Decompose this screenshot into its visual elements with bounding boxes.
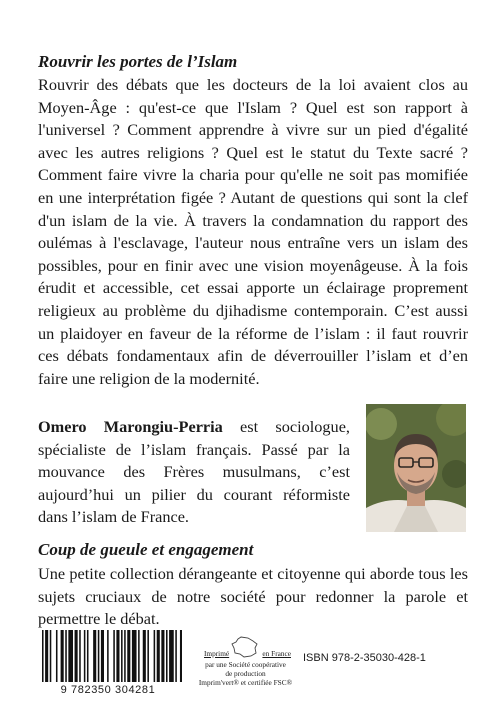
barcode-bars: [34, 628, 182, 684]
printer-label-imprime: Imprimé: [204, 649, 230, 658]
france-map-icon: [231, 636, 259, 658]
author-bio-paragraph: [38, 416, 350, 529]
section-heading-rouvrir: Rouvrir les portes de l’Islam: [38, 52, 238, 71]
printer-line-1: par une Société coopérative: [205, 660, 286, 669]
printer-mark: [198, 636, 293, 660]
description-paragraph: Rouvrir des débats que les docteurs de la loi avaient clos au Moyen-Âge : qu'est-ce que l'Islam ? Quel est son rapport à l'universel ? Comment apprendre à vivre sur un pied d'égalité avec les autres religions ? Quel est le statut du Texte sacré ? Comment faire vivre la charia pour qu'elle ne soit pas momifiée en une interprétation figée ? Autant de questions qui sont la clef d'un islam de la vie. À travers la condamnation du rapport des oulémas à l'esclavage, l'auteur nous entraîne vers un islam des possibles, pour en finir avec une vision moyenâgeuse. À la fois érudit et accessible, cet essai apporte un éclairage proprement religieux au problème du djihadisme contemporain. C’est aussi un plaidoyer en faveur de la réforme de l’islam : il faut rouvrir ces débats fondamentaux afin de déverrouiller l’islam et d’en faire une religion de la modernité.: [38, 75, 468, 388]
collection-paragraph: Une petite collection dérangeante et citoyenne qui aborde tous les sujets cruciaux de notre société pour redonner la parole et permettre le débat.: [38, 564, 468, 629]
isbn: ISBN 978-2-35030-428-1: [303, 652, 426, 664]
printer-info: [198, 636, 293, 687]
printer-label-en-france: en France: [262, 649, 291, 658]
printer-line-3: Imprim'vert® et certifiée FSC®: [198, 678, 293, 687]
barcode: [34, 628, 182, 698]
author-name: Omero Marongiu-Perria: [38, 417, 223, 436]
section-heading-coup-de-gueule: Coup de gueule et engagement: [38, 540, 254, 559]
printer-line-2: de production: [225, 669, 266, 678]
barcode-number: 9 782350 304281: [60, 684, 156, 696]
author-bio-text: est sociologue, spécialiste de l’islam français. Passé par la mouvance des Frères musulmans, c’est aujourd’hui un pilier du courant réformiste dans l’islam de France.: [38, 417, 350, 527]
author-photo: [366, 404, 466, 532]
